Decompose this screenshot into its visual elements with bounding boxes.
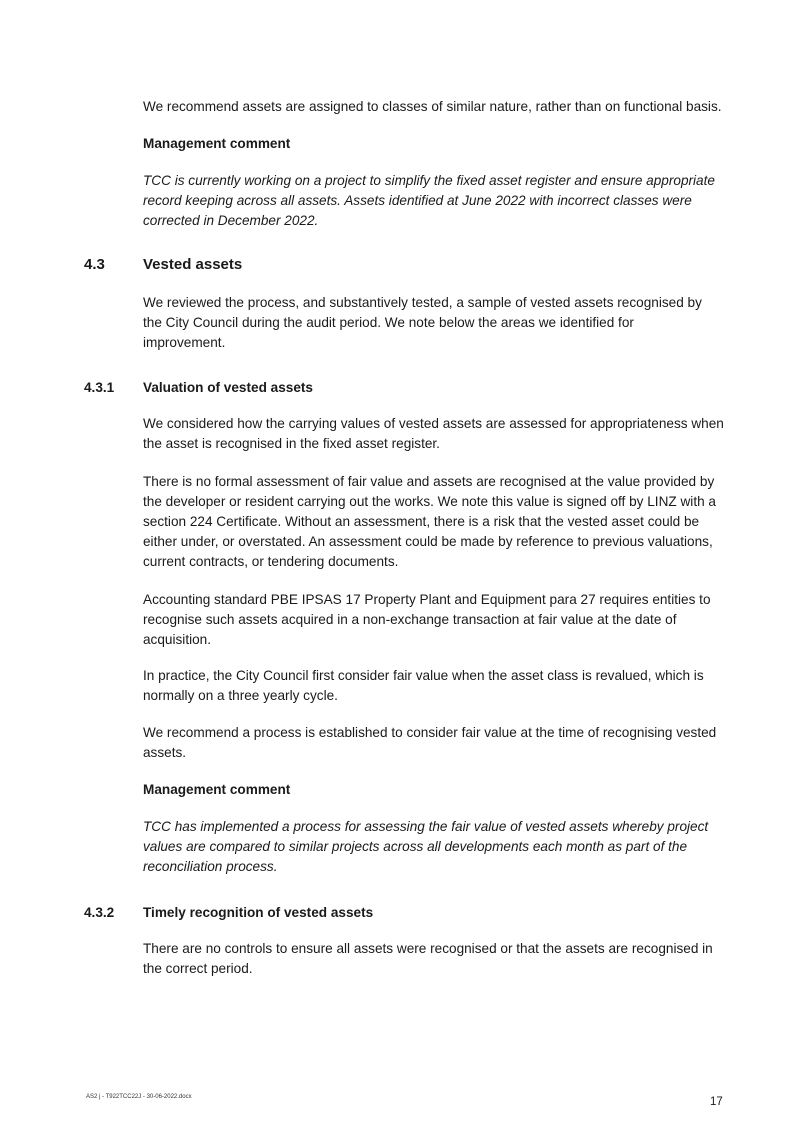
management-comment-heading: Management comment: [143, 136, 291, 151]
paragraph-line: recognise such assets acquired in a non-exchange transaction at fair value at the date of: [143, 612, 677, 627]
paragraph-line: We recommend a process is established to consider fair value at the time of recognising vested: [143, 725, 717, 740]
document-reference: AS2 j - T922TCC22J - 30-06-2022.docx: [86, 1094, 192, 1100]
subsection-title: Timely recognition of vested assets: [143, 905, 374, 920]
paragraph-line: improvement.: [143, 335, 226, 350]
management-comment-line: values are compared to similar projects across all developments each month as part of the: [143, 839, 688, 854]
paragraph-line: either under, or overstated. An assessment could be made by reference to previous valuations,: [143, 534, 713, 549]
paragraph-line: the developer or resident carrying out the works. We note this value is signed off by LINZ with a: [143, 494, 716, 509]
management-comment-line: reconciliation process.: [143, 859, 278, 874]
management-comment-line: TCC is currently working on a project to simplify the fixed asset register and ensure appropriate: [143, 173, 715, 188]
paragraph-line: We considered how the carrying values of vested assets are assessed for appropriateness when: [143, 416, 724, 431]
paragraph-line: Accounting standard PBE IPSAS 17 Property Plant and Equipment para 27 requires entities to: [143, 592, 711, 607]
paragraph-line: There is no formal assessment of fair value and assets are recognised at the value provided by: [143, 474, 715, 489]
section-title: Vested assets: [143, 256, 243, 273]
management-comment-heading: Management comment: [143, 782, 291, 797]
paragraph-line: section 224 Certificate. Without an assessment, there is a risk that the vested asset could be: [143, 514, 700, 529]
paragraph-line: the City Council during the audit period. We note below the areas we identified for: [143, 315, 634, 330]
paragraph-line: current contracts, or tendering documents.: [143, 554, 399, 569]
paragraph-line: the asset is recognised in the fixed asset register.: [143, 436, 440, 451]
paragraph-line: In practice, the City Council first consider fair value when the asset class is revalued, which is: [143, 668, 704, 683]
page-number: 17: [710, 1096, 723, 1108]
paragraph-line: There are no controls to ensure all assets were recognised or that the assets are recognised in: [143, 941, 713, 956]
paragraph-line: acquisition.: [143, 632, 212, 647]
management-comment-line: corrected in December 2022.: [143, 213, 319, 228]
management-comment-line: record keeping across all assets. Assets identified at June 2022 with incorrect classes were: [143, 193, 692, 208]
subsection-number: 4.3.1: [84, 380, 115, 395]
management-comment-line: TCC has implemented a process for assessing the fair value of vested assets whereby project: [143, 819, 709, 834]
paragraph-line: assets.: [143, 745, 187, 760]
subsection-title: Valuation of vested assets: [143, 380, 313, 395]
subsection-number: 4.3.2: [84, 905, 115, 920]
recommendation-text: We recommend assets are assigned to classes of similar nature, rather than on functional basis.: [143, 99, 722, 114]
paragraph-line: We reviewed the process, and substantively tested, a sample of vested assets recognised by: [143, 295, 702, 310]
section-number: 4.3: [84, 256, 105, 273]
paragraph-line: normally on a three yearly cycle.: [143, 688, 338, 703]
paragraph-line: the correct period.: [143, 961, 253, 976]
